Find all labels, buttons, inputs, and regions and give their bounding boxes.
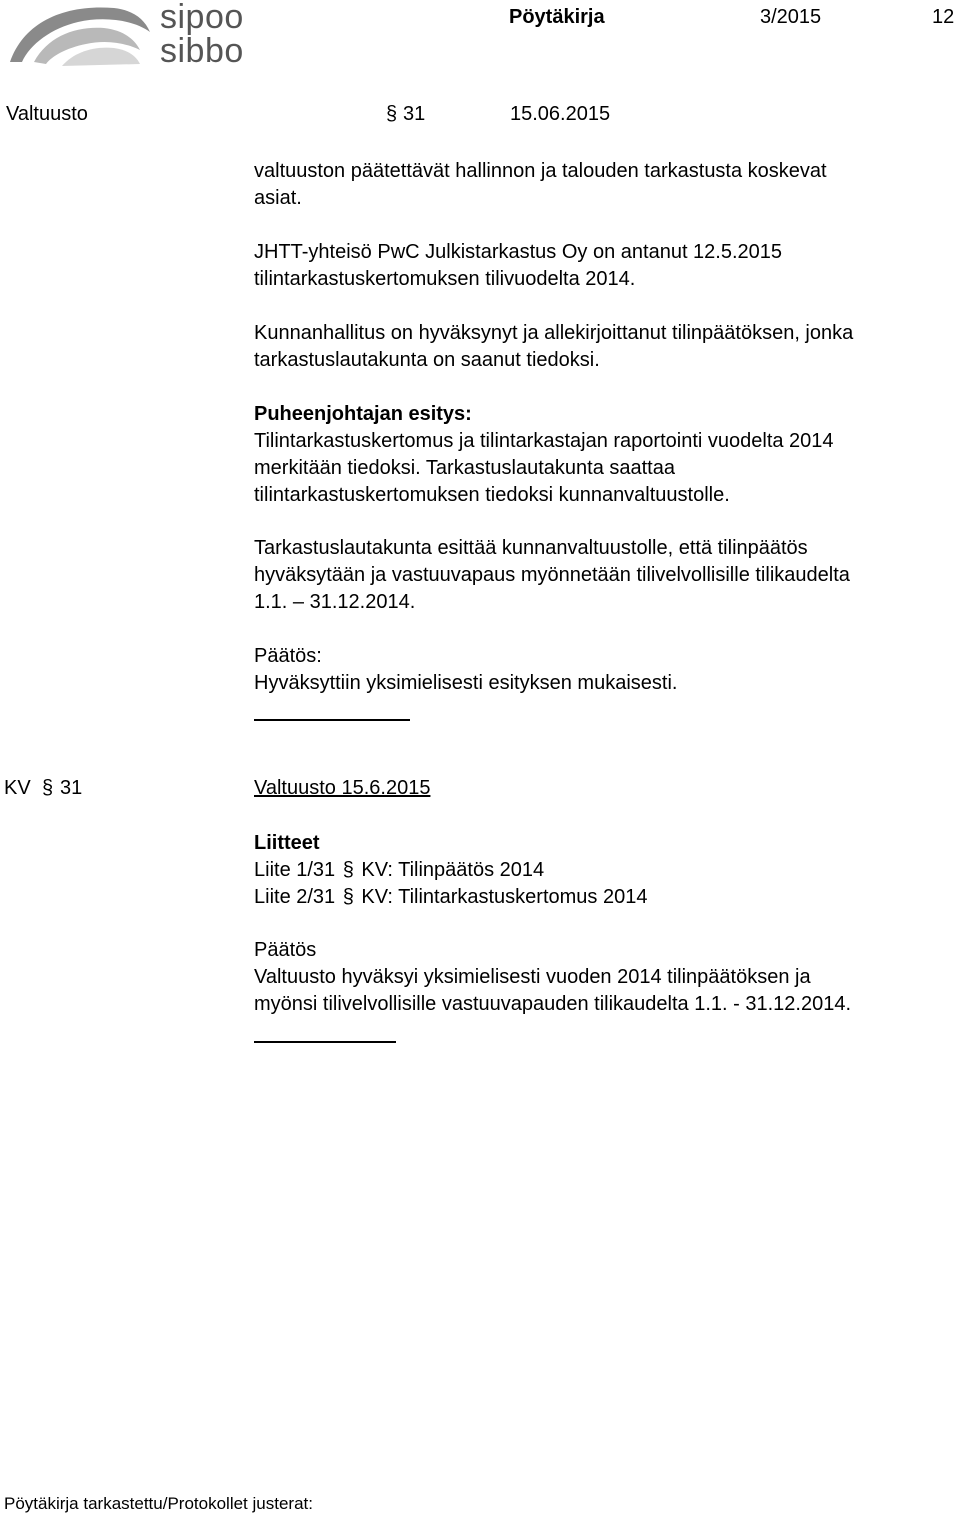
municipality-logo	[4, 2, 264, 70]
section-number: 31	[403, 103, 426, 125]
attachment-item[interactable]	[254, 884, 647, 911]
kv-section-number: 31	[60, 777, 83, 799]
attachment-item[interactable]	[254, 857, 544, 884]
logo-text-sipoo: sipoo	[160, 0, 244, 36]
page-number: 12	[932, 6, 955, 28]
paragraph-line: tarkastuslautakunta on saanut tiedoksi.	[254, 349, 600, 371]
attachment-section-symbol: §	[342, 859, 354, 881]
attachment-title: KV: Tilintarkastuskertomus 2014	[361, 886, 648, 908]
proposal-heading: Puheenjohtajan esitys:	[254, 403, 472, 425]
meeting-date: 15.06.2015	[510, 103, 611, 125]
proposal-line: merkitään tiedoksi. Tarkastuslautakunta saattaa	[254, 457, 675, 479]
decision-heading: Päätös:	[254, 645, 322, 667]
section-divider	[254, 719, 410, 721]
decision-text: Hyväksyttiin yksimielisesti esityksen mukaisesti.	[254, 672, 678, 694]
logo-swoosh-icon	[4, 2, 154, 68]
kv-decision-line: Valtuusto hyväksyi yksimielisesti vuoden 2014 tilinpäätöksen ja	[254, 966, 811, 988]
footer-text: Pöytäkirja tarkastettu/Protokollet justerat:	[4, 1494, 313, 1513]
proposal-line: Tilintarkastuskertomus ja tilintarkastajan raportointi vuodelta 2014	[254, 430, 834, 452]
kv-meeting-link[interactable]: Valtuusto 15.6.2015	[254, 777, 431, 799]
paragraph-line: tilintarkastuskertomuksen tilivuodelta 2014.	[254, 268, 636, 290]
attachment-section-symbol: §	[342, 886, 354, 908]
kv-decision-line: myönsi tilivelvollisille vastuuvapauden tilikaudelta 1.1. - 31.12.2014.	[254, 993, 852, 1015]
paragraph-line: JHTT-yhteisö PwC Julkistarkastus Oy on antanut 12.5.2015	[254, 241, 783, 263]
attachment-prefix: Liite 2/31	[254, 886, 336, 908]
paragraph-line: hyväksytään ja vastuuvapaus myönnetään tilivelvollisille tilikaudelta	[254, 564, 850, 586]
section-symbol: §	[386, 103, 398, 125]
kv-label: KV	[4, 777, 31, 799]
paragraph-line: 1.1. – 31.12.2014.	[254, 591, 416, 613]
attachment-title: KV: Tilinpäätös 2014	[361, 859, 545, 881]
organ-name: Valtuusto	[6, 103, 88, 125]
section-divider	[254, 1041, 396, 1043]
paragraph-line: asiat.	[254, 187, 302, 209]
proposal-line: tilintarkastuskertomuksen tiedoksi kunnanvaltuustolle.	[254, 484, 730, 506]
kv-section-symbol: §	[42, 777, 54, 799]
document-type: Pöytäkirja	[509, 6, 605, 28]
attachment-prefix: Liite 1/31	[254, 859, 336, 881]
paragraph-line: Tarkastuslautakunta esittää kunnanvaltuustolle, että tilinpäätös	[254, 537, 808, 559]
attachments-heading: Liitteet	[254, 832, 320, 854]
logo-text-sibbo: sibbo	[160, 32, 244, 70]
paragraph-line: valtuuston päätettävät hallinnon ja talouden tarkastusta koskevat	[254, 160, 827, 182]
paragraph-line: Kunnanhallitus on hyväksynyt ja allekirjoittanut tilinpäätöksen, jonka	[254, 322, 854, 344]
kv-decision-heading: Päätös	[254, 939, 317, 961]
document-number: 3/2015	[760, 6, 822, 28]
